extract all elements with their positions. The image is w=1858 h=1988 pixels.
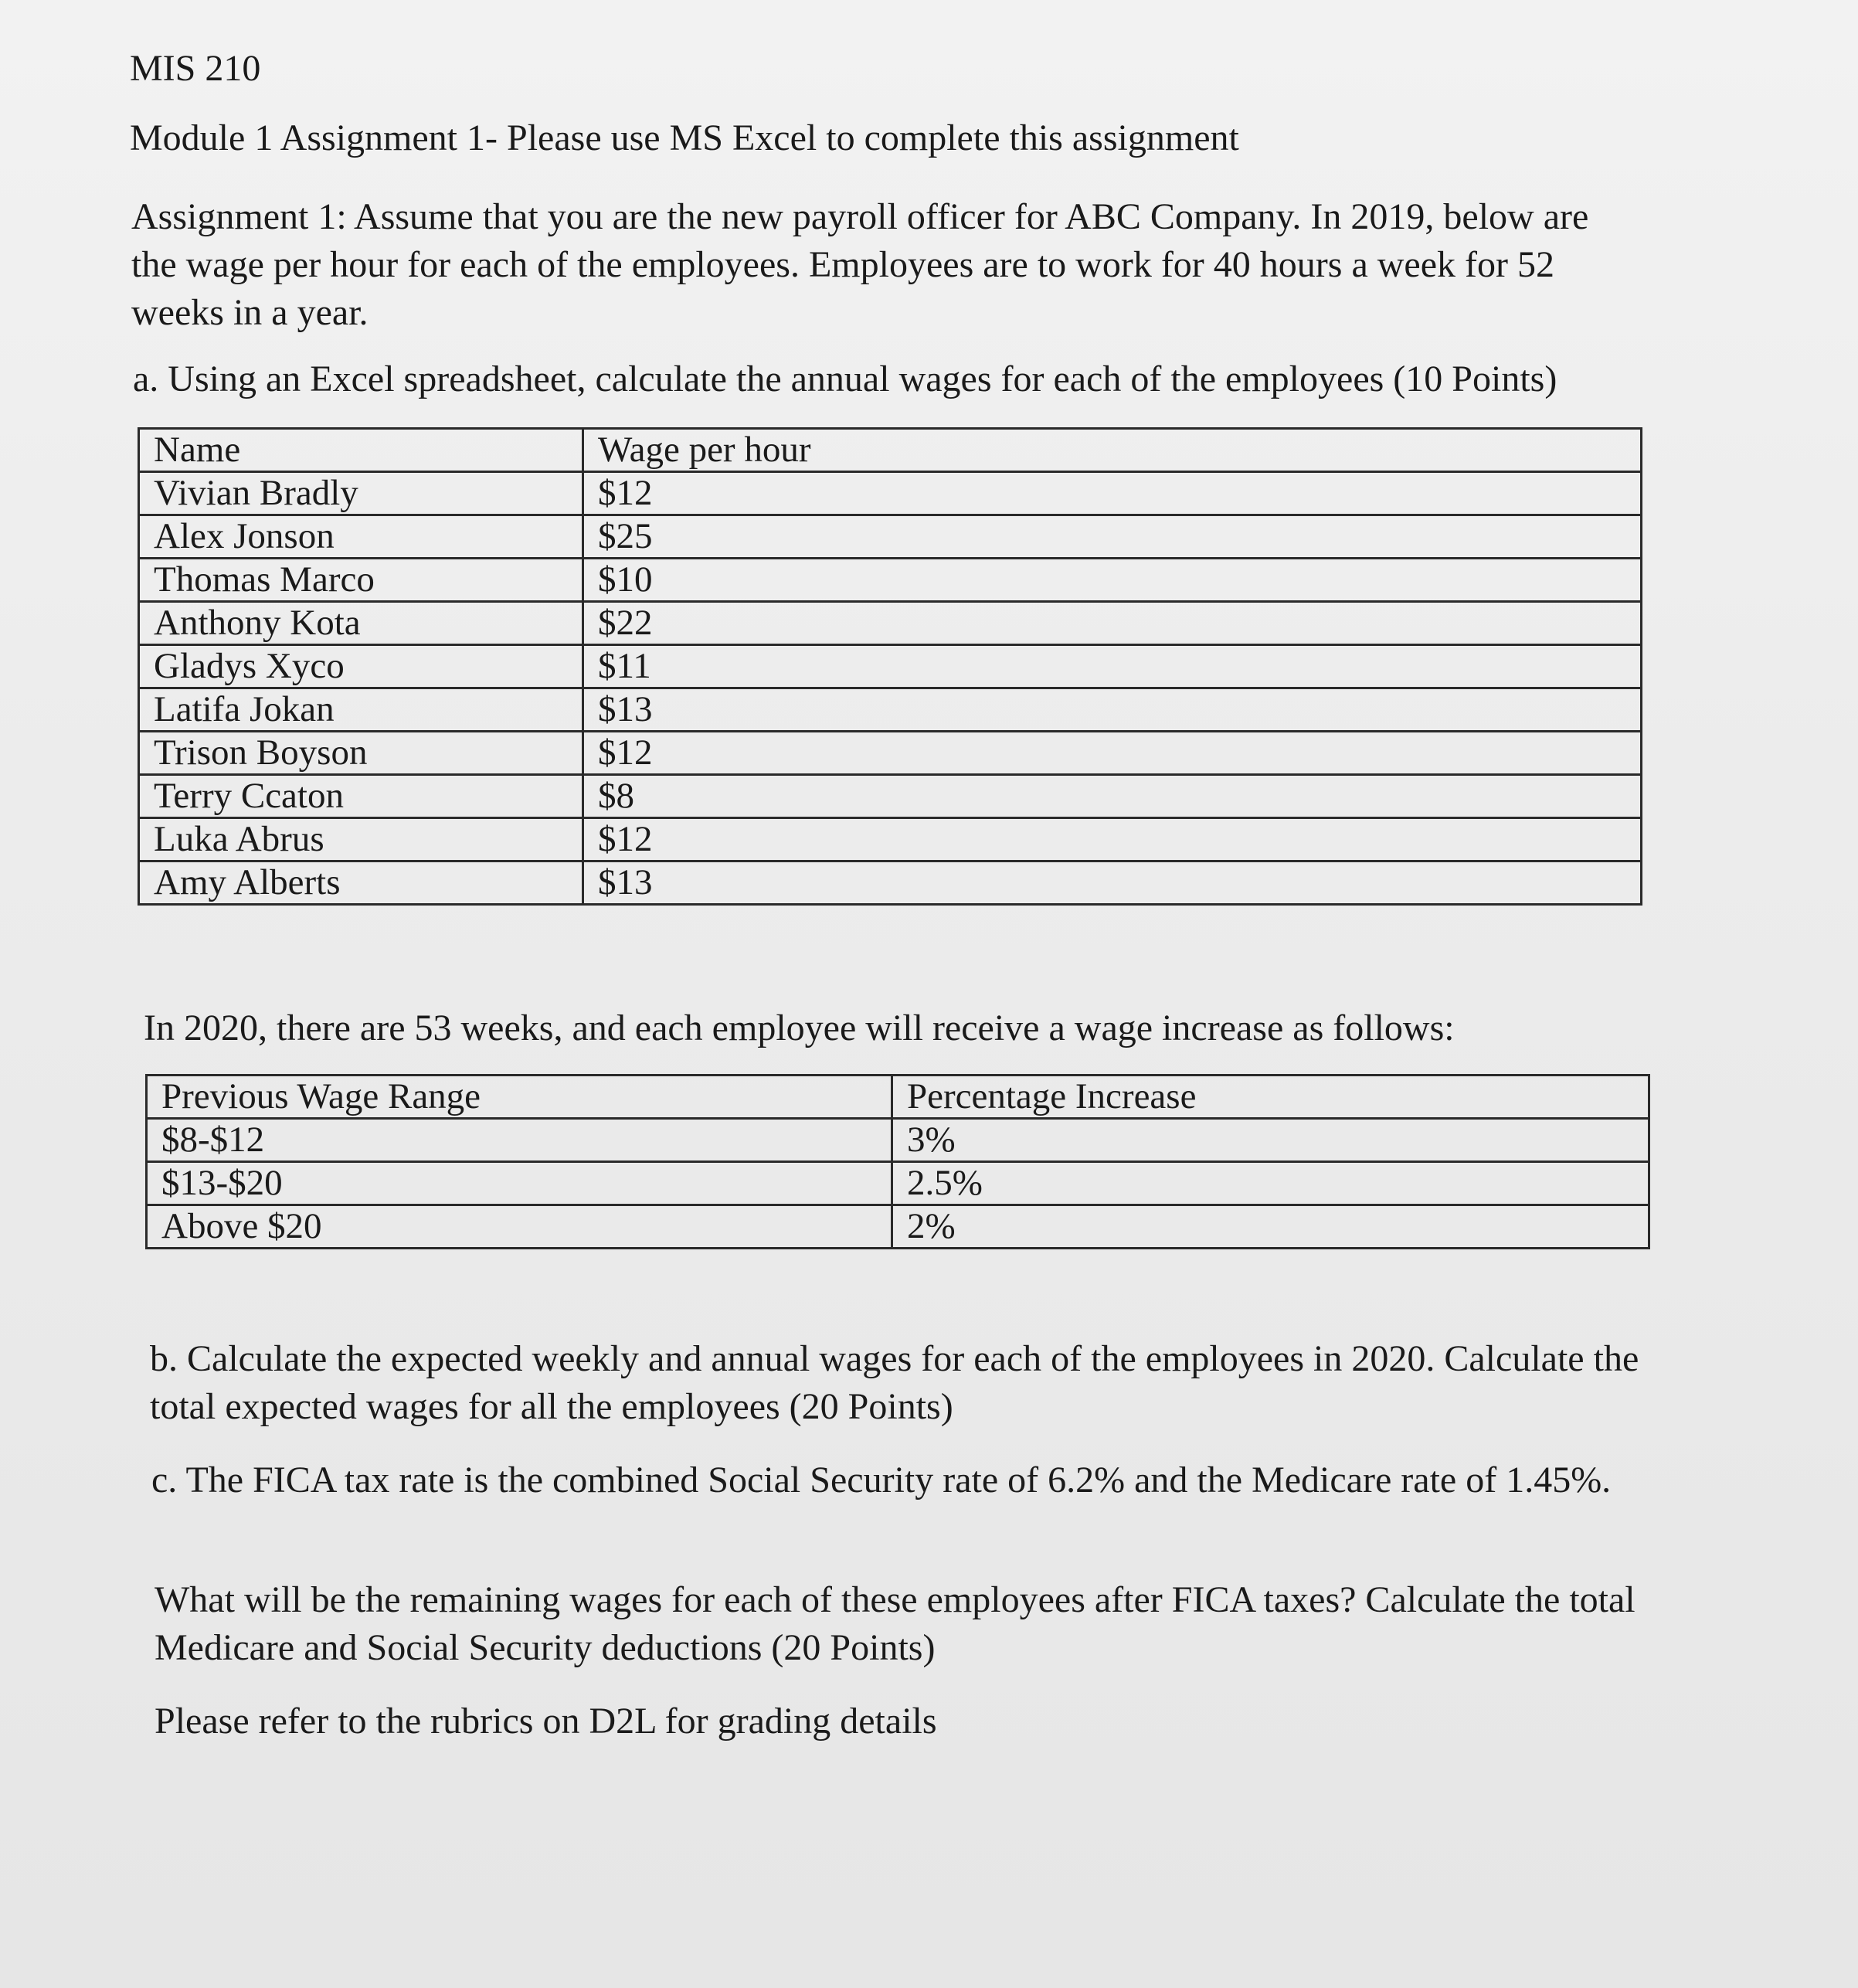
employee-name: Vivian Bradly: [139, 472, 583, 515]
part-c-instruction: c. The FICA tax rate is the combined Social Security rate of 6.2% and the Medicare rate of 1.45%.: [151, 1460, 1612, 1500]
table-row: [139, 818, 1642, 861]
employee-name: Luka Abrus: [139, 818, 583, 861]
table-header-row: [147, 1076, 1649, 1119]
wage-cell: $13: [583, 688, 1642, 732]
course-title: MIS 210: [130, 48, 261, 89]
part-b-instruction: b. Calculate the expected weekly and annual wages for each of the employees in 2020. Calculate the total expected wages for all the employees (20 Points): [150, 1338, 1639, 1427]
percentage-cell: 2%: [892, 1205, 1649, 1249]
table-row: [139, 645, 1642, 688]
wage-range-cell: $13-$20: [147, 1162, 892, 1205]
table-row: [139, 472, 1642, 515]
table-row: [147, 1119, 1649, 1162]
wage-range-cell: Above $20: [147, 1205, 892, 1249]
increase-intro: In 2020, there are 53 weeks, and each employee will receive a wage increase as follows:: [144, 1008, 1455, 1048]
employee-name: Latifa Jokan: [139, 688, 583, 732]
employee-name: Trison Boyson: [139, 732, 583, 775]
wage-table: [138, 427, 1642, 906]
wage-cell: $12: [583, 732, 1642, 775]
wage-cell: $12: [583, 472, 1642, 515]
header-wage: Wage per hour: [583, 429, 1642, 472]
wage-cell: $22: [583, 602, 1642, 645]
table-row: [139, 559, 1642, 602]
table-row: [147, 1162, 1649, 1205]
header-name: Name: [139, 429, 583, 472]
wage-cell: $11: [583, 645, 1642, 688]
wage-range-cell: $8-$12: [147, 1119, 892, 1162]
table-header-row: [139, 429, 1642, 472]
employee-name: Thomas Marco: [139, 559, 583, 602]
increase-table: [145, 1074, 1650, 1249]
employee-name: Amy Alberts: [139, 861, 583, 905]
employee-name: Gladys Xyco: [139, 645, 583, 688]
table-row: [139, 688, 1642, 732]
table-row: [139, 515, 1642, 559]
table-row: [139, 861, 1642, 905]
header-percentage: Percentage Increase: [892, 1076, 1649, 1119]
table-row: [139, 775, 1642, 818]
module-title: Module 1 Assignment 1- Please use MS Excel to complete this assignment: [130, 117, 1239, 158]
fica-question: What will be the remaining wages for each of these employees after FICA taxes? Calculate the total Medicare and Social Security deductions (20 Points): [155, 1579, 1636, 1668]
employee-name: Anthony Kota: [139, 602, 583, 645]
percentage-cell: 3%: [892, 1119, 1649, 1162]
wage-cell: $13: [583, 861, 1642, 905]
wage-cell: $10: [583, 559, 1642, 602]
wage-cell: $25: [583, 515, 1642, 559]
part-a-instruction: a. Using an Excel spreadsheet, calculate the annual wages for each of the employees (10 Points): [133, 359, 1557, 399]
wage-cell: $8: [583, 775, 1642, 818]
table-row: [147, 1205, 1649, 1249]
employee-name: Terry Ccaton: [139, 775, 583, 818]
employee-name: Alex Jonson: [139, 515, 583, 559]
percentage-cell: 2.5%: [892, 1162, 1649, 1205]
table-row: [139, 602, 1642, 645]
table-row: [139, 732, 1642, 775]
assignment-intro: Assignment 1: Assume that you are the new payroll officer for ABC Company. In 2019, below are the wage per hour for each of the employees. Employees are to work for 40 hours a week for 52 weeks in a year.: [131, 196, 1589, 333]
grading-note: Please refer to the rubrics on D2L for grading details: [155, 1701, 937, 1742]
header-wage-range: Previous Wage Range: [147, 1076, 892, 1119]
wage-cell: $12: [583, 818, 1642, 861]
